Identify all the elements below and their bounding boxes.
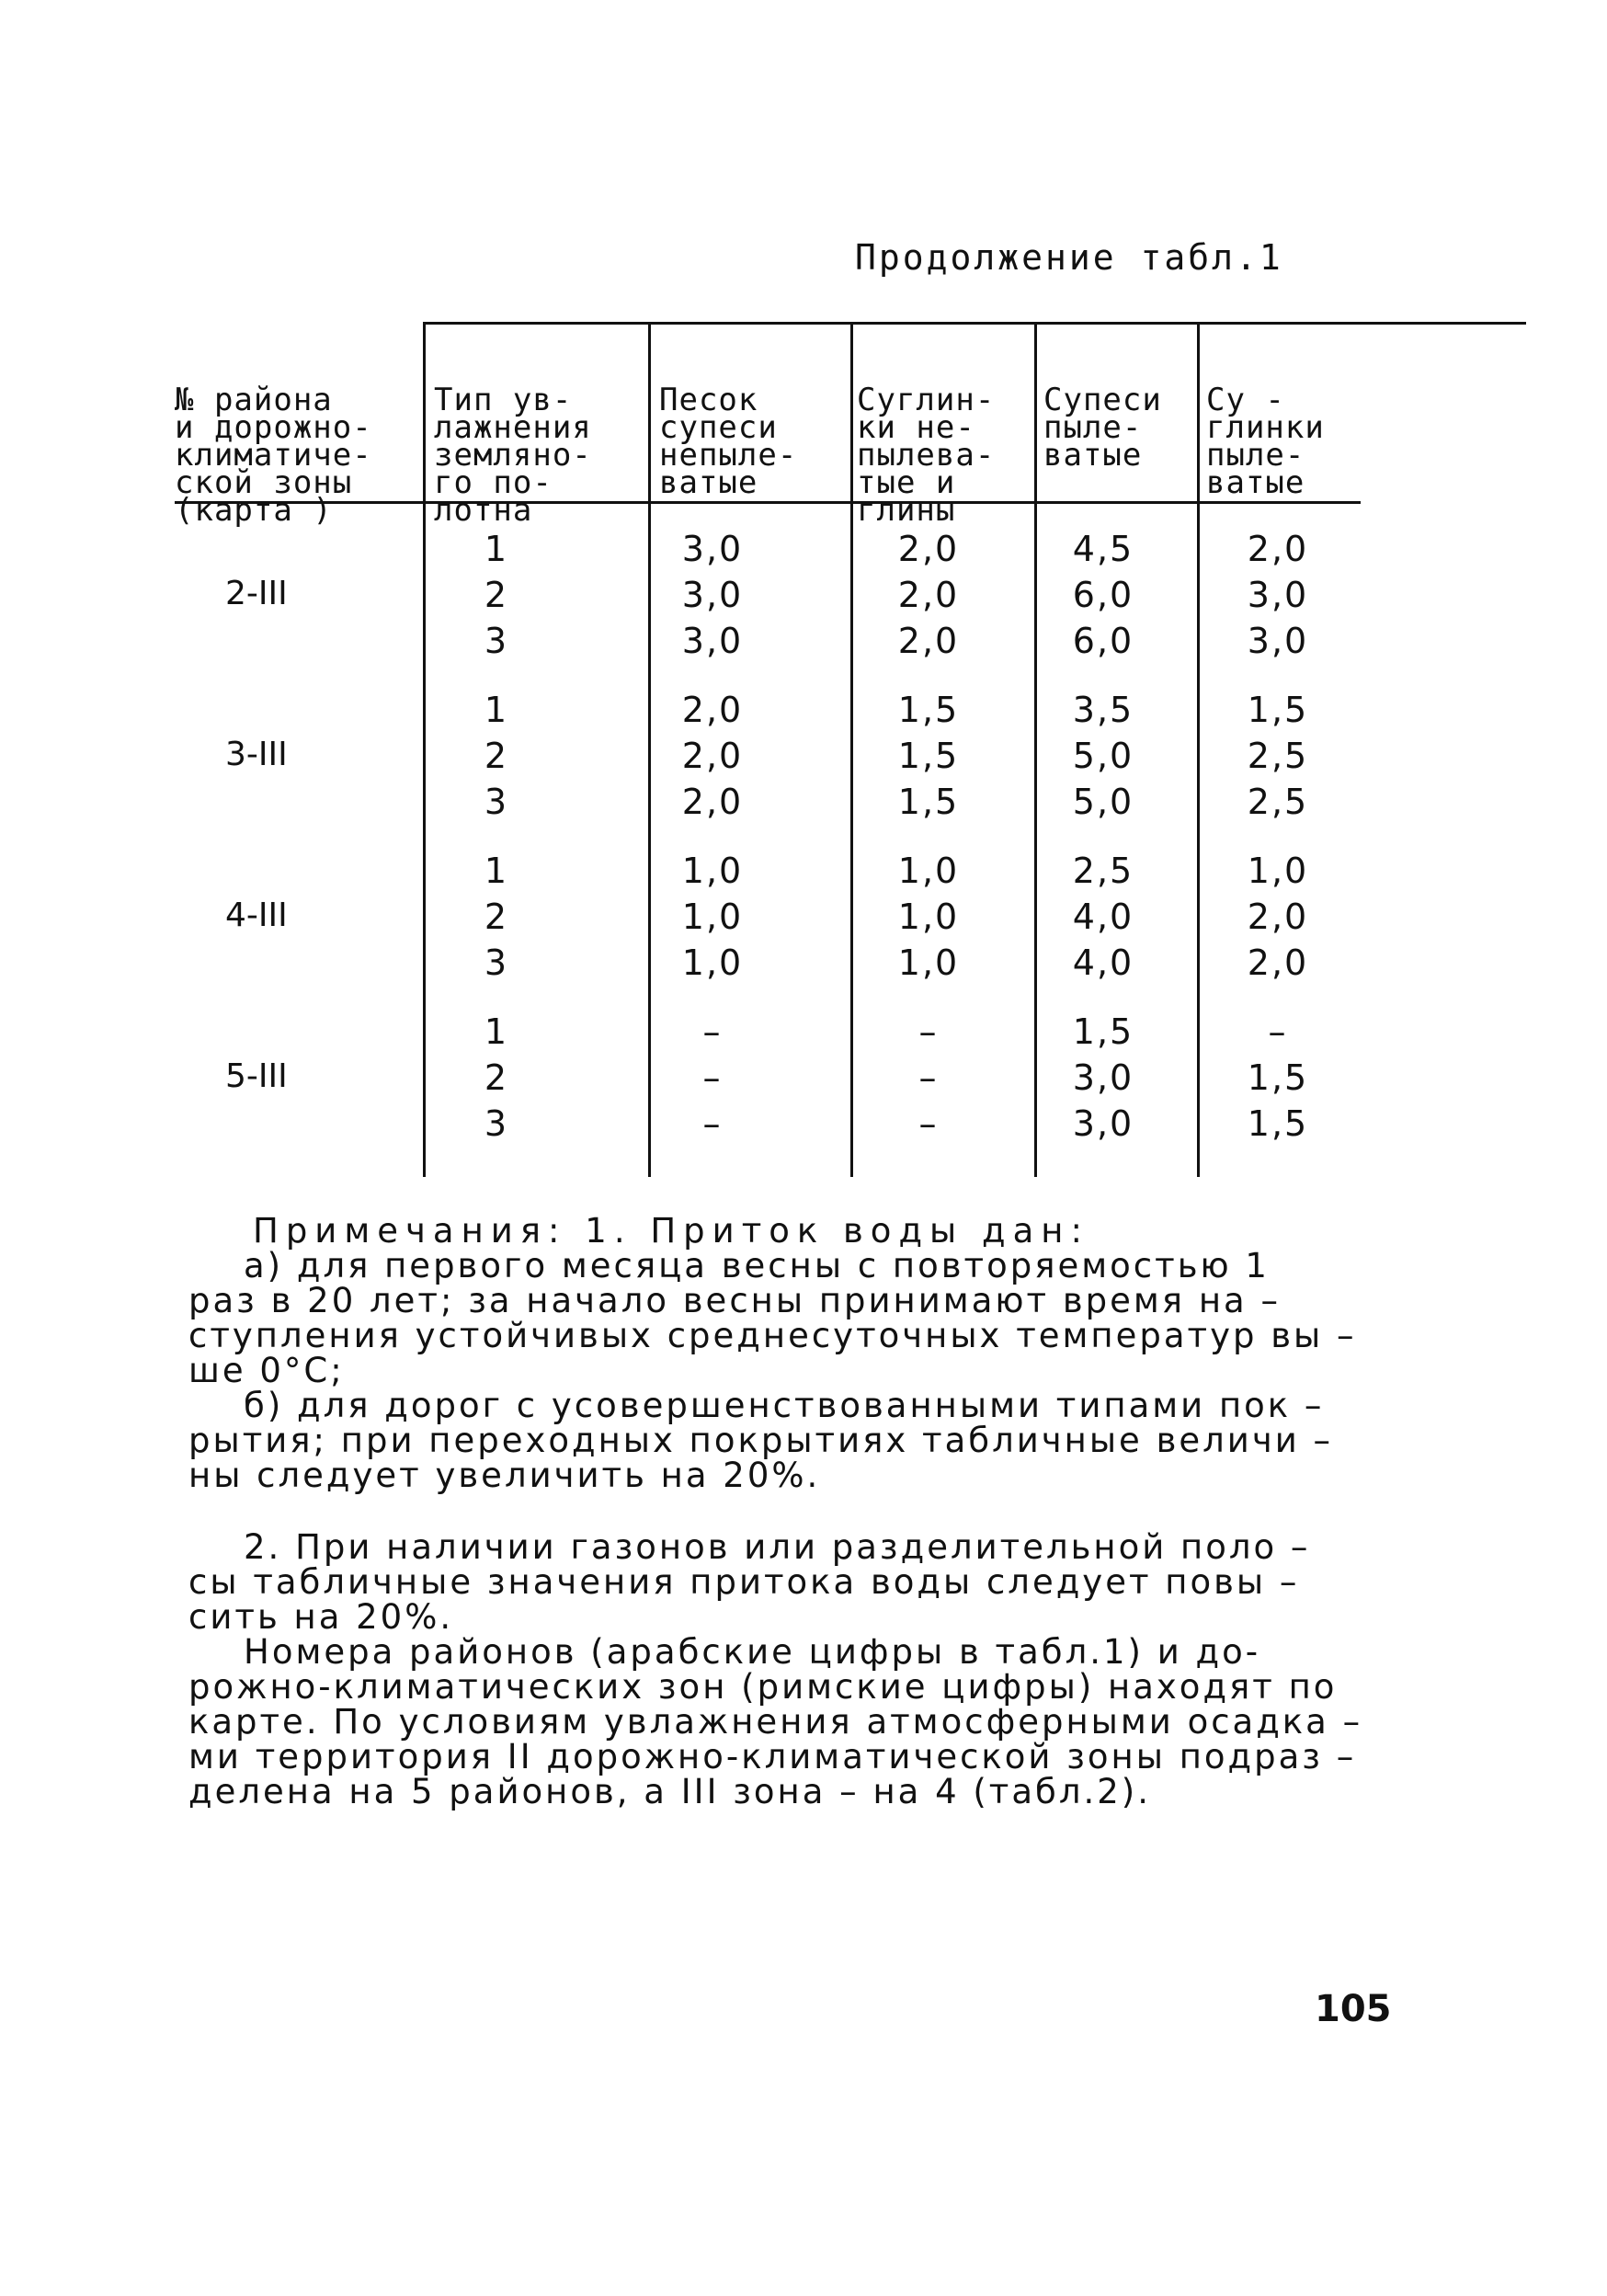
table-cell: 2,0 <box>681 736 744 776</box>
table-cell: 1,0 <box>681 897 744 937</box>
table-cell: 1,0 <box>1247 851 1309 891</box>
header-moisture-type: Тип ув- лажнения земляно- го по- лотна <box>434 382 592 529</box>
note-line: а) для первого месяца весны с повторяемостью 1 <box>244 1246 1270 1285</box>
table-cell: – <box>702 1011 723 1052</box>
page-number: 105 <box>1315 1988 1392 2030</box>
table-cell: 4,5 <box>1072 529 1134 569</box>
zone-label: 3-III <box>225 736 288 773</box>
table-group-5-III <box>175 1011 1379 1149</box>
note-line: делена на 5 районов, а III зона – на 4 (табл.2). <box>188 1772 1151 1811</box>
table-cell: – <box>918 1057 939 1098</box>
table-cell: 1,5 <box>897 736 960 776</box>
table-cell: 3,0 <box>681 529 744 569</box>
table-group-3-III <box>175 690 1379 828</box>
table-cell: 5,0 <box>1072 736 1134 776</box>
table-cell: 2,0 <box>897 575 960 615</box>
table-cell: 3,0 <box>681 575 744 615</box>
table-cell: 1,0 <box>681 851 744 891</box>
header-silty-loam: Су - глинки пыле- ватые <box>1206 382 1325 501</box>
zone-label: 2-III <box>225 575 288 612</box>
notes-block <box>188 1211 1402 1811</box>
table-cell: 6,0 <box>1072 575 1134 615</box>
data-table <box>175 322 1379 1186</box>
header-sand: Песок супеси непыле- ватые <box>659 382 798 501</box>
table-cell: 5,0 <box>1072 782 1134 822</box>
table-cell: 3,0 <box>1247 621 1309 661</box>
table-cell: 3,0 <box>681 621 744 661</box>
table-cell: 3 <box>484 621 509 661</box>
table-cell: 4,0 <box>1072 942 1134 983</box>
table-cell: 1,0 <box>897 897 960 937</box>
table-cell: 2,0 <box>897 529 960 569</box>
table-cell: 3 <box>484 942 509 983</box>
table-cell: 2 <box>484 575 509 615</box>
table-cell: – <box>702 1103 723 1144</box>
note-line: карте. По условиям увлажнения атмосферными осадка – <box>188 1702 1363 1742</box>
table-cell: 2 <box>484 1057 509 1098</box>
table-cell: 1,0 <box>897 851 960 891</box>
table-cell: 1,0 <box>897 942 960 983</box>
note-line: сить на 20%. <box>188 1597 454 1637</box>
table-cell: 2,5 <box>1247 782 1309 822</box>
table-cell: 4,0 <box>1072 897 1134 937</box>
note-line: 2. При наличии газонов или разделительной поло – <box>244 1527 1311 1567</box>
note-line: рытия; при переходных покрытиях табличные величи – <box>188 1421 1334 1460</box>
note-line: ны следует увеличить на 20%. <box>188 1456 821 1495</box>
table-cell: 2,0 <box>681 690 744 730</box>
table-cell: 6,0 <box>1072 621 1134 661</box>
table-cell: – <box>702 1057 723 1098</box>
header-silty-sandy-loam: Супеси пыле- ватые <box>1043 382 1162 474</box>
table-cell: 1 <box>484 529 509 569</box>
table-cell: 3 <box>484 1103 509 1144</box>
table-caption: Продолжение табл.1 <box>855 237 1283 278</box>
table-cell: 3,5 <box>1072 690 1134 730</box>
table-cell: 3,0 <box>1072 1057 1134 1098</box>
note-line: ступления устойчивых среднесуточных температур вы – <box>188 1316 1357 1355</box>
table-cell: 2,0 <box>1247 942 1309 983</box>
table-cell: – <box>918 1103 939 1144</box>
note-line: ми территория II дорожно-климатической зоны подраз – <box>188 1737 1357 1776</box>
header-zone: № района и дорожно- климатиче- ской зоны (карта ) <box>175 382 372 529</box>
table-cell: 1,5 <box>1247 1057 1309 1098</box>
table-cell: – <box>918 1011 939 1052</box>
note-line: раз в 20 лет; за начало весны принимают время на – <box>188 1281 1281 1320</box>
table-cell: – <box>1268 1011 1288 1052</box>
table-cell: 2,0 <box>1247 897 1309 937</box>
table-cell: 2,0 <box>681 782 744 822</box>
zone-label: 5-III <box>225 1057 288 1095</box>
table-cell: 3,0 <box>1247 575 1309 615</box>
table-cell: 2,0 <box>1247 529 1309 569</box>
note-line: ше 0°С; <box>188 1351 345 1390</box>
table-cell: 2 <box>484 736 509 776</box>
table-cell: 1,5 <box>1247 1103 1309 1144</box>
table-cell: 2,5 <box>1072 851 1134 891</box>
zone-label: 4-III <box>225 897 288 934</box>
note-line: б) для дорог с усовершенствованными типами пок – <box>244 1386 1325 1425</box>
note-line: Номера районов (арабские цифры в табл.1) и до- <box>244 1632 1261 1672</box>
table-cell: 1 <box>484 1011 509 1052</box>
table-top-rule <box>423 322 1526 325</box>
table-cell: 1 <box>484 851 509 891</box>
table-cell: 2,5 <box>1247 736 1309 776</box>
table-cell: 2 <box>484 897 509 937</box>
table-cell: 1,5 <box>897 782 960 822</box>
note-line: сы табличные значения притока воды следует повы – <box>188 1562 1300 1602</box>
table-cell: 3 <box>484 782 509 822</box>
table-cell: 1,5 <box>1072 1011 1134 1052</box>
notes-title: Примечания: 1. Приток воды дан: <box>253 1211 1089 1251</box>
table-cell: 1,5 <box>897 690 960 730</box>
table-cell: 1,5 <box>1247 690 1309 730</box>
table-cell: 3,0 <box>1072 1103 1134 1144</box>
table-cell: 1 <box>484 690 509 730</box>
table-group-4-III <box>175 851 1379 988</box>
table-cell: 2,0 <box>897 621 960 661</box>
header-loam: Суглин- ки не- пылева- тые и глины <box>857 382 996 529</box>
table-group-2-III <box>175 529 1379 667</box>
table-cell: 1,0 <box>681 942 744 983</box>
note-line: рожно-климатических зон (римские цифры) находят по <box>188 1667 1338 1707</box>
